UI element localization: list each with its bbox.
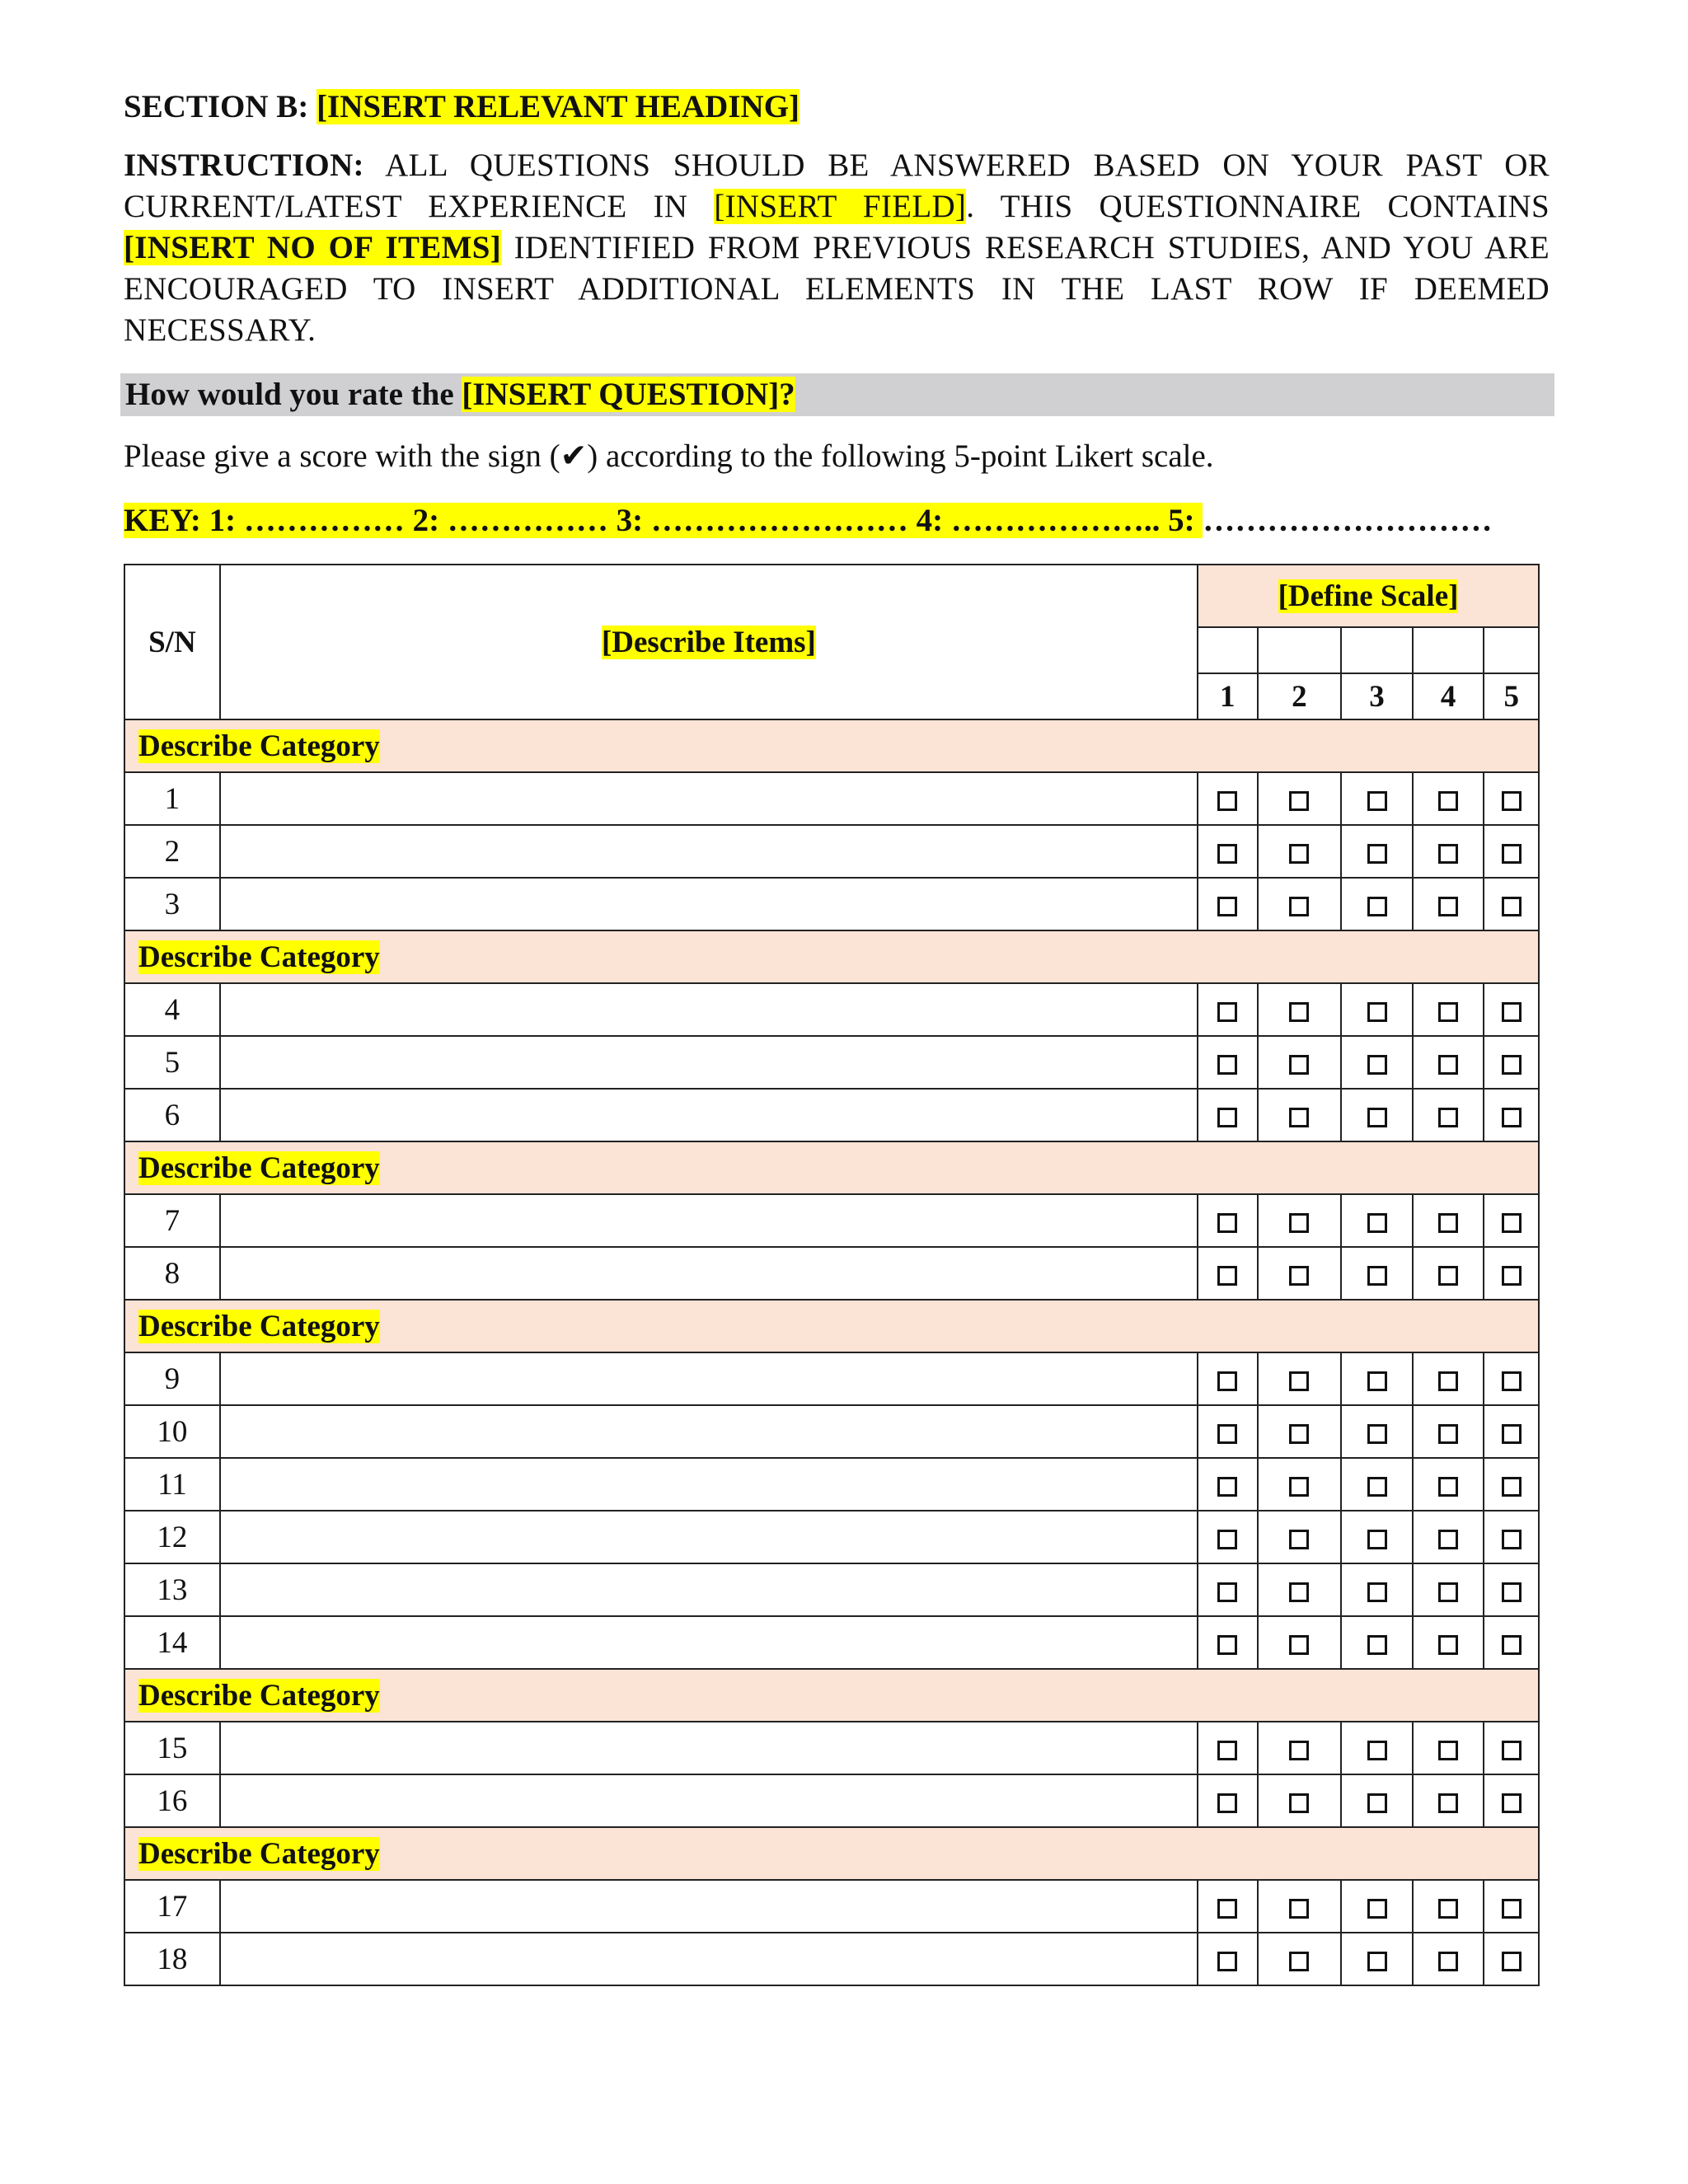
rating-checkbox-1[interactable]	[1217, 1266, 1237, 1286]
rating-checkbox-3[interactable]	[1367, 1477, 1387, 1497]
rating-cell-2	[1258, 772, 1342, 825]
sn-header: S/N	[124, 565, 220, 719]
rating-cell-1	[1198, 1722, 1258, 1774]
rating-checkbox-5[interactable]	[1502, 1582, 1522, 1602]
item-description-cell[interactable]	[220, 1089, 1198, 1141]
sn-cell: 6	[124, 1089, 220, 1141]
item-description-cell[interactable]	[220, 1563, 1198, 1616]
rating-checkbox-3[interactable]	[1367, 1213, 1387, 1233]
rating-cell-3	[1341, 1194, 1413, 1247]
rating-checkbox-3[interactable]	[1367, 1952, 1387, 1971]
item-description-cell[interactable]	[220, 1933, 1198, 1985]
rating-cell-1	[1198, 1247, 1258, 1300]
rating-cell-5	[1484, 878, 1539, 930]
scale-number: 4	[1413, 673, 1484, 719]
rating-checkbox-1[interactable]	[1217, 1055, 1237, 1075]
rating-cell-3	[1341, 772, 1413, 825]
rating-cell-2	[1258, 1616, 1342, 1669]
rating-cell-3	[1341, 1933, 1413, 1985]
item-description-cell[interactable]	[220, 1880, 1198, 1933]
rating-checkbox-5[interactable]	[1502, 1371, 1522, 1391]
rating-checkbox-3[interactable]	[1367, 1371, 1387, 1391]
rating-cell-3	[1341, 1880, 1413, 1933]
rating-cell-2	[1258, 1247, 1342, 1300]
category-cell	[124, 719, 1539, 772]
sn-cell: 5	[124, 1036, 220, 1089]
rating-checkbox-5[interactable]	[1502, 1530, 1522, 1549]
rating-checkbox-5[interactable]	[1502, 791, 1522, 811]
rating-cell-5	[1484, 1933, 1539, 1985]
items-count-placeholder[interactable]: [INSERT NO OF ITEMS]	[124, 230, 502, 265]
section-heading-placeholder[interactable]: [INSERT RELEVANT HEADING]	[316, 89, 800, 124]
rating-cell-5	[1484, 983, 1539, 1036]
item-row	[124, 983, 1539, 1036]
rating-checkbox-2[interactable]	[1289, 1055, 1309, 1075]
key-trailing: ………………………	[1203, 503, 1493, 538]
category-row	[124, 719, 1539, 772]
scale-header	[1198, 565, 1539, 627]
item-description-cell[interactable]	[220, 1511, 1198, 1563]
rating-cell-2	[1258, 1722, 1342, 1774]
rating-cell-4	[1413, 1616, 1484, 1669]
rating-checkbox-4[interactable]	[1438, 1266, 1458, 1286]
rating-checkbox-1[interactable]	[1217, 1108, 1237, 1127]
rating-checkbox-5[interactable]	[1502, 1793, 1522, 1813]
rating-cell-3	[1341, 1511, 1413, 1563]
rating-checkbox-1[interactable]	[1217, 1793, 1237, 1813]
rating-checkbox-1[interactable]	[1217, 791, 1237, 811]
scale-number: 1	[1198, 673, 1258, 719]
rating-checkbox-4[interactable]	[1438, 1213, 1458, 1233]
scale-number: 5	[1484, 673, 1539, 719]
rating-checkbox-3[interactable]	[1367, 897, 1387, 916]
category-cell	[124, 1669, 1539, 1722]
rating-cell-5	[1484, 1247, 1539, 1300]
rating-cell-5	[1484, 1511, 1539, 1563]
rating-cell-5	[1484, 825, 1539, 878]
rating-checkbox-4[interactable]	[1438, 1899, 1458, 1919]
item-row	[124, 878, 1539, 930]
rating-cell-3	[1341, 1247, 1413, 1300]
item-row	[124, 1933, 1539, 1985]
question-bar	[120, 373, 1554, 416]
rating-cell-4	[1413, 1089, 1484, 1141]
rating-checkbox-4[interactable]	[1438, 1477, 1458, 1497]
rating-checkbox-5[interactable]	[1502, 1002, 1522, 1022]
rating-checkbox-3[interactable]	[1367, 1635, 1387, 1655]
rating-checkbox-2[interactable]	[1289, 897, 1309, 916]
item-row	[124, 825, 1539, 878]
item-description-cell[interactable]	[220, 772, 1198, 825]
rating-cell-2	[1258, 825, 1342, 878]
rating-cell-1	[1198, 1036, 1258, 1089]
rating-checkbox-2[interactable]	[1289, 1793, 1309, 1813]
rating-checkbox-5[interactable]	[1502, 844, 1522, 864]
category-label[interactable]: Describe Category	[138, 1151, 380, 1185]
rating-cell-4	[1413, 1458, 1484, 1511]
rating-cell-2	[1258, 1194, 1342, 1247]
rating-checkbox-4[interactable]	[1438, 1530, 1458, 1549]
rating-cell-1	[1198, 1616, 1258, 1669]
rating-cell-1	[1198, 1194, 1258, 1247]
scale-blank-1[interactable]	[1198, 627, 1258, 673]
rating-checkbox-1[interactable]	[1217, 1635, 1237, 1655]
sn-cell: 2	[124, 825, 220, 878]
rating-cell-4	[1413, 1352, 1484, 1405]
question-placeholder[interactable]: [INSERT QUESTION]?	[462, 377, 795, 412]
rating-cell-5	[1484, 1405, 1539, 1458]
rating-checkbox-4[interactable]	[1438, 1741, 1458, 1760]
rating-checkbox-5[interactable]	[1502, 1635, 1522, 1655]
item-description-cell[interactable]	[220, 1405, 1198, 1458]
rating-cell-1	[1198, 1880, 1258, 1933]
table-body	[124, 719, 1539, 1985]
scale-blank-2[interactable]	[1258, 627, 1342, 673]
item-row	[124, 1247, 1539, 1300]
item-description-cell[interactable]	[220, 1616, 1198, 1669]
rating-cell-2	[1258, 1933, 1342, 1985]
rating-checkbox-4[interactable]	[1438, 1108, 1458, 1127]
rating-checkbox-1[interactable]	[1217, 1899, 1237, 1919]
rating-checkbox-3[interactable]	[1367, 1530, 1387, 1549]
category-cell	[124, 1300, 1539, 1352]
item-description-cell[interactable]	[220, 1352, 1198, 1405]
rating-checkbox-2[interactable]	[1289, 791, 1309, 811]
rating-cell-4	[1413, 1511, 1484, 1563]
rating-cell-5	[1484, 1722, 1539, 1774]
scale-header-placeholder[interactable]: [Define Scale]	[1278, 579, 1459, 613]
rating-checkbox-3[interactable]	[1367, 1741, 1387, 1760]
rating-table	[124, 564, 1540, 1986]
rating-cell-1	[1198, 1933, 1258, 1985]
item-row	[124, 1774, 1539, 1827]
category-label[interactable]: Describe Category	[138, 940, 380, 974]
item-row	[124, 1880, 1539, 1933]
rating-cell-4	[1413, 1405, 1484, 1458]
instruction-paragraph	[124, 145, 1550, 351]
item-row	[124, 1563, 1539, 1616]
rating-checkbox-5[interactable]	[1502, 1899, 1522, 1919]
rating-cell-5	[1484, 1089, 1539, 1141]
rating-checkbox-2[interactable]	[1289, 844, 1309, 864]
category-label[interactable]: Describe Category	[138, 1309, 380, 1343]
sn-cell: 12	[124, 1511, 220, 1563]
category-row	[124, 1141, 1539, 1194]
rating-cell-1	[1198, 1089, 1258, 1141]
item-description-cell[interactable]	[220, 1036, 1198, 1089]
rating-checkbox-4[interactable]	[1438, 1793, 1458, 1813]
items-header	[220, 565, 1198, 719]
rating-checkbox-4[interactable]	[1438, 897, 1458, 916]
rating-checkbox-1[interactable]	[1217, 1582, 1237, 1602]
likert-key	[124, 499, 1492, 542]
rating-checkbox-1[interactable]	[1217, 1371, 1237, 1391]
sn-cell: 3	[124, 878, 220, 930]
rating-cell-2	[1258, 1405, 1342, 1458]
rating-cell-4	[1413, 1036, 1484, 1089]
rating-checkbox-3[interactable]	[1367, 844, 1387, 864]
category-row	[124, 930, 1539, 983]
rating-cell-2	[1258, 1036, 1342, 1089]
rating-checkbox-2[interactable]	[1289, 1213, 1309, 1233]
category-label[interactable]: Describe Category	[138, 1836, 380, 1871]
sn-cell: 16	[124, 1774, 220, 1827]
item-description-cell[interactable]	[220, 1194, 1198, 1247]
rating-cell-3	[1341, 983, 1413, 1036]
item-description-cell[interactable]	[220, 825, 1198, 878]
item-row	[124, 1405, 1539, 1458]
rating-cell-2	[1258, 1458, 1342, 1511]
rating-checkbox-3[interactable]	[1367, 1266, 1387, 1286]
sn-cell: 11	[124, 1458, 220, 1511]
item-description-cell[interactable]	[220, 983, 1198, 1036]
rating-cell-2	[1258, 878, 1342, 930]
rating-cell-3	[1341, 1774, 1413, 1827]
section-heading	[124, 86, 799, 129]
rating-cell-4	[1413, 825, 1484, 878]
rating-checkbox-3[interactable]	[1367, 1055, 1387, 1075]
rating-checkbox-4[interactable]	[1438, 791, 1458, 811]
rating-cell-3	[1341, 1722, 1413, 1774]
rating-cell-5	[1484, 1563, 1539, 1616]
sn-cell: 13	[124, 1563, 220, 1616]
rating-cell-5	[1484, 1458, 1539, 1511]
rating-cell-1	[1198, 983, 1258, 1036]
sn-cell: 9	[124, 1352, 220, 1405]
rating-checkbox-3[interactable]	[1367, 1424, 1387, 1444]
rating-checkbox-2[interactable]	[1289, 1424, 1309, 1444]
rating-checkbox-2[interactable]	[1289, 1899, 1309, 1919]
scale-blank-5[interactable]	[1484, 627, 1539, 673]
rating-checkbox-2[interactable]	[1289, 1952, 1309, 1971]
scale-blank-4[interactable]	[1413, 627, 1484, 673]
sn-cell: 10	[124, 1405, 220, 1458]
rating-checkbox-3[interactable]	[1367, 1582, 1387, 1602]
rating-cell-4	[1413, 983, 1484, 1036]
rating-checkbox-2[interactable]	[1289, 1266, 1309, 1286]
rating-checkbox-2[interactable]	[1289, 1530, 1309, 1549]
rating-checkbox-5[interactable]	[1502, 1952, 1522, 1971]
instruction-text-2: . THIS QUESTIONNAIRE CONTAINS	[966, 189, 1550, 224]
rating-cell-5	[1484, 1774, 1539, 1827]
rating-cell-2	[1258, 1774, 1342, 1827]
rating-checkbox-3[interactable]	[1367, 1793, 1387, 1813]
rating-checkbox-4[interactable]	[1438, 1952, 1458, 1971]
rating-checkbox-5[interactable]	[1502, 1741, 1522, 1760]
item-row	[124, 1458, 1539, 1511]
category-row	[124, 1827, 1539, 1880]
rating-cell-1	[1198, 1511, 1258, 1563]
rating-cell-2	[1258, 1563, 1342, 1616]
sn-cell: 18	[124, 1933, 220, 1985]
item-description-cell[interactable]	[220, 1458, 1198, 1511]
rating-cell-5	[1484, 772, 1539, 825]
rating-checkbox-2[interactable]	[1289, 1741, 1309, 1760]
rating-checkbox-4[interactable]	[1438, 1582, 1458, 1602]
item-row	[124, 1722, 1539, 1774]
rating-checkbox-1[interactable]	[1217, 1424, 1237, 1444]
rating-checkbox-1[interactable]	[1217, 1213, 1237, 1233]
scale-number: 2	[1258, 673, 1342, 719]
rating-cell-5	[1484, 1880, 1539, 1933]
rating-cell-2	[1258, 983, 1342, 1036]
rating-checkbox-2[interactable]	[1289, 1108, 1309, 1127]
item-description-cell[interactable]	[220, 1247, 1198, 1300]
rating-checkbox-1[interactable]	[1217, 844, 1237, 864]
instruction-label: INSTRUCTION:	[124, 148, 364, 183]
rating-cell-1	[1198, 878, 1258, 930]
rating-checkbox-1[interactable]	[1217, 1952, 1237, 1971]
rating-checkbox-1[interactable]	[1217, 1530, 1237, 1549]
rating-cell-2	[1258, 1352, 1342, 1405]
rating-cell-4	[1413, 1933, 1484, 1985]
item-row	[124, 1194, 1539, 1247]
rating-cell-1	[1198, 1405, 1258, 1458]
rating-cell-5	[1484, 1194, 1539, 1247]
question-prefix: How would you rate the	[125, 377, 462, 412]
rating-cell-4	[1413, 1880, 1484, 1933]
rating-cell-4	[1413, 772, 1484, 825]
rating-checkbox-2[interactable]	[1289, 1002, 1309, 1022]
rating-cell-3	[1341, 878, 1413, 930]
sn-cell: 15	[124, 1722, 220, 1774]
sn-cell: 17	[124, 1880, 220, 1933]
rating-checkbox-5[interactable]	[1502, 1424, 1522, 1444]
scale-blank-3[interactable]	[1341, 627, 1413, 673]
rating-cell-3	[1341, 1563, 1413, 1616]
rating-cell-5	[1484, 1352, 1539, 1405]
rating-cell-3	[1341, 1458, 1413, 1511]
key-highlighted[interactable]: KEY: 1: …………… 2: …………… 3: …………………… 4: ……………….. 5:	[124, 503, 1203, 538]
sn-cell: 1	[124, 772, 220, 825]
rating-checkbox-4[interactable]	[1438, 844, 1458, 864]
rating-cell-3	[1341, 1352, 1413, 1405]
rating-cell-1	[1198, 1774, 1258, 1827]
section-prefix: SECTION B:	[124, 89, 309, 124]
category-cell	[124, 1827, 1539, 1880]
rating-cell-2	[1258, 1511, 1342, 1563]
rating-cell-2	[1258, 1089, 1342, 1141]
rating-checkbox-1[interactable]	[1217, 1477, 1237, 1497]
rating-cell-1	[1198, 1352, 1258, 1405]
rating-cell-3	[1341, 1089, 1413, 1141]
item-description-cell[interactable]	[220, 1722, 1198, 1774]
scale-number: 3	[1341, 673, 1413, 719]
item-description-cell[interactable]	[220, 1774, 1198, 1827]
item-description-cell[interactable]	[220, 878, 1198, 930]
rating-checkbox-1[interactable]	[1217, 897, 1237, 916]
sn-cell: 8	[124, 1247, 220, 1300]
item-row	[124, 1036, 1539, 1089]
rating-checkbox-4[interactable]	[1438, 1424, 1458, 1444]
category-label[interactable]: Describe Category	[138, 1678, 380, 1713]
rating-cell-4	[1413, 878, 1484, 930]
rating-checkbox-4[interactable]	[1438, 1371, 1458, 1391]
likert-guidance: Please give a score with the sign (✔) according to the following 5-point Likert scale.	[124, 438, 1214, 474]
rating-cell-3	[1341, 1616, 1413, 1669]
rating-checkbox-2[interactable]	[1289, 1582, 1309, 1602]
rating-checkbox-4[interactable]	[1438, 1002, 1458, 1022]
rating-checkbox-3[interactable]	[1367, 791, 1387, 811]
category-row	[124, 1669, 1539, 1722]
rating-checkbox-4[interactable]	[1438, 1635, 1458, 1655]
field-placeholder[interactable]: [INSERT FIELD]	[714, 189, 967, 224]
item-row	[124, 1089, 1539, 1141]
rating-cell-5	[1484, 1616, 1539, 1669]
rating-checkbox-2[interactable]	[1289, 1635, 1309, 1655]
sn-cell: 7	[124, 1194, 220, 1247]
rating-cell-1	[1198, 825, 1258, 878]
item-row	[124, 772, 1539, 825]
category-row	[124, 1300, 1539, 1352]
rating-checkbox-5[interactable]	[1502, 1266, 1522, 1286]
instruction-text-3: IDENTIFIED FROM PREVIOUS RESEARCH STUDIES, AND YOU ARE ENCOURAGED TO INSERT ADDITIONAL ELEMENTS IN THE LAST ROW IF DEEMED NECESSARY.	[124, 230, 1550, 348]
rating-cell-4	[1413, 1247, 1484, 1300]
rating-checkbox-5[interactable]	[1502, 1055, 1522, 1075]
item-row	[124, 1616, 1539, 1669]
category-label[interactable]: Describe Category	[138, 729, 380, 763]
rating-cell-4	[1413, 1774, 1484, 1827]
rating-checkbox-1[interactable]	[1217, 1002, 1237, 1022]
rating-cell-2	[1258, 1880, 1342, 1933]
rating-cell-4	[1413, 1563, 1484, 1616]
rating-cell-5	[1484, 1036, 1539, 1089]
category-cell	[124, 930, 1539, 983]
rating-checkbox-2[interactable]	[1289, 1371, 1309, 1391]
rating-checkbox-4[interactable]	[1438, 1055, 1458, 1075]
item-row	[124, 1511, 1539, 1563]
rating-checkbox-5[interactable]	[1502, 1108, 1522, 1127]
rating-cell-4	[1413, 1722, 1484, 1774]
rating-checkbox-3[interactable]	[1367, 1899, 1387, 1919]
rating-checkbox-1[interactable]	[1217, 1741, 1237, 1760]
rating-checkbox-2[interactable]	[1289, 1477, 1309, 1497]
rating-checkbox-5[interactable]	[1502, 1213, 1522, 1233]
rating-cell-3	[1341, 1036, 1413, 1089]
sn-cell: 14	[124, 1616, 220, 1669]
rating-checkbox-5[interactable]	[1502, 897, 1522, 916]
rating-checkbox-5[interactable]	[1502, 1477, 1522, 1497]
rating-cell-1	[1198, 1458, 1258, 1511]
rating-cell-1	[1198, 1563, 1258, 1616]
sn-cell: 4	[124, 983, 220, 1036]
rating-cell-3	[1341, 825, 1413, 878]
category-cell	[124, 1141, 1539, 1194]
instruction-text-1: ALL QUESTIONS SHOULD BE ANSWERED BASED ON YOUR PAST OR CURRENT/LATEST EXPERIENCE IN	[124, 148, 1550, 224]
items-header-placeholder[interactable]: [Describe Items]	[601, 625, 816, 659]
rating-cell-1	[1198, 772, 1258, 825]
rating-cell-4	[1413, 1194, 1484, 1247]
rating-checkbox-3[interactable]	[1367, 1002, 1387, 1022]
rating-cell-3	[1341, 1405, 1413, 1458]
item-row	[124, 1352, 1539, 1405]
rating-checkbox-3[interactable]	[1367, 1108, 1387, 1127]
